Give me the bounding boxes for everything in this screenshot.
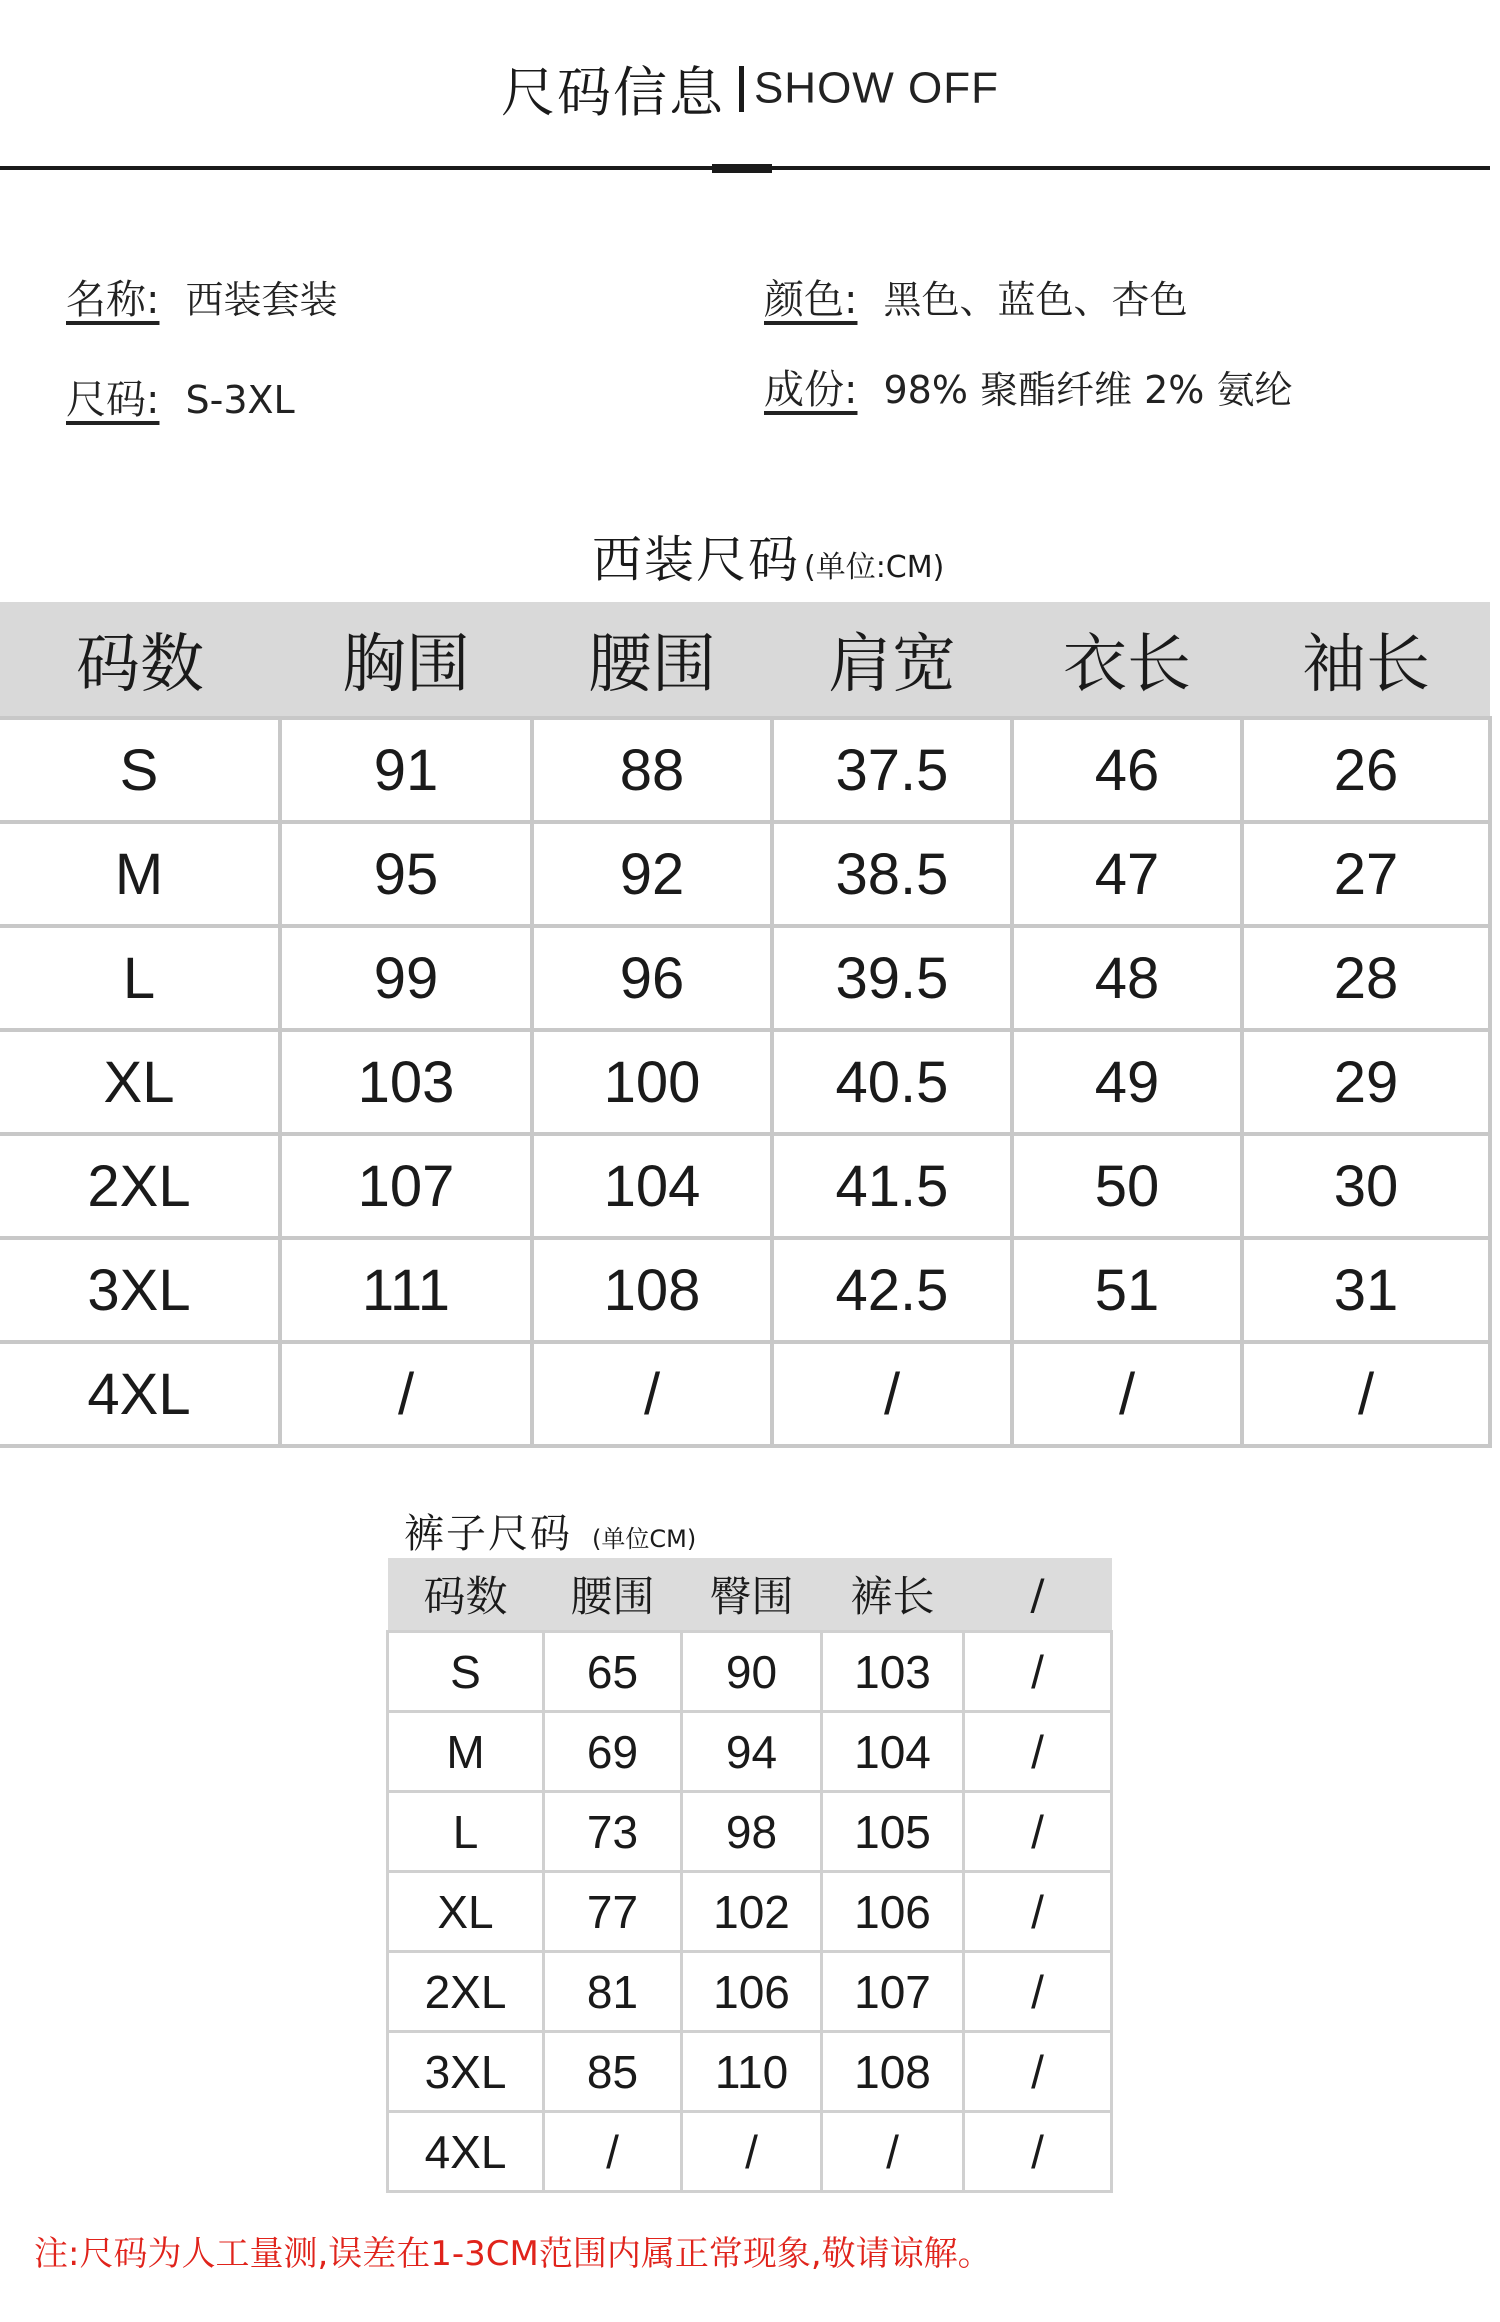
size-cell: L — [388, 1792, 544, 1872]
measurement-cell: 38.5 — [772, 822, 1012, 926]
measurement-cell: / — [682, 2112, 822, 2192]
measurement-cell: / — [964, 2112, 1112, 2192]
color-value: 黑色、蓝色、杏色 — [883, 278, 1188, 322]
pants-column-header: 臀围 — [682, 1558, 822, 1632]
info-name — [66, 268, 338, 325]
jacket-column-header: 腰围 — [532, 602, 772, 718]
table-row — [0, 1134, 1490, 1238]
table-row — [388, 1792, 1112, 1872]
jacket-column-header: 肩宽 — [772, 602, 1012, 718]
measurement-cell: / — [1012, 1342, 1242, 1446]
measurement-cell: 88 — [532, 718, 772, 822]
pants-table-body — [388, 1632, 1112, 2192]
measurement-cell: 26 — [1242, 718, 1490, 822]
measurement-cell: 69 — [544, 1712, 682, 1792]
measurement-cell: / — [964, 2032, 1112, 2112]
size-cell: 4XL — [0, 1342, 280, 1446]
size-cell: 3XL — [0, 1238, 280, 1342]
info-color — [764, 268, 1188, 325]
page-subtitle: SHOW OFF — [753, 63, 1000, 113]
measurement-cell: 46 — [1012, 718, 1242, 822]
pants-header-row — [388, 1558, 1112, 1632]
material-value: 98% 聚酯纤维 2% 氨纶 — [883, 368, 1293, 412]
measurement-cell: 50 — [1012, 1134, 1242, 1238]
measurement-cell: 107 — [280, 1134, 532, 1238]
jacket-unit: (单位:CM) — [804, 550, 945, 585]
measurement-cell: 85 — [544, 2032, 682, 2112]
measurement-cell: / — [964, 1712, 1112, 1792]
measurement-cell: / — [772, 1342, 1012, 1446]
measurement-cell: 103 — [280, 1030, 532, 1134]
measurement-cell: 29 — [1242, 1030, 1490, 1134]
table-row — [0, 718, 1490, 822]
measurement-cell: 98 — [682, 1792, 822, 1872]
jacket-column-header: 袖长 — [1242, 602, 1490, 718]
jacket-title: 西装尺码 — [592, 531, 800, 589]
measurement-cell: 107 — [822, 1952, 964, 2032]
table-row — [0, 822, 1490, 926]
table-row — [388, 1872, 1112, 1952]
measurement-cell: 99 — [280, 926, 532, 1030]
table-row — [0, 1030, 1490, 1134]
jacket-column-header: 码数 — [0, 602, 280, 718]
measurement-cell: 37.5 — [772, 718, 1012, 822]
size-cell: S — [0, 718, 280, 822]
name-label: 名称: — [66, 277, 160, 323]
table-row — [388, 1712, 1112, 1792]
measurement-cell: 106 — [682, 1952, 822, 2032]
jacket-header-row — [0, 602, 1490, 718]
measurement-cell: 95 — [280, 822, 532, 926]
size-cell: L — [0, 926, 280, 1030]
measurement-cell: / — [964, 1792, 1112, 1872]
measurement-cell: 106 — [822, 1872, 964, 1952]
table-row — [0, 1238, 1490, 1342]
measurement-cell: 28 — [1242, 926, 1490, 1030]
info-size — [66, 368, 295, 425]
measurement-cell: 41.5 — [772, 1134, 1012, 1238]
measurement-note: 注:尺码为人工量测,误差在1-3CM范围内属正常现象,敬请谅解。 — [34, 2234, 992, 2274]
jacket-table-body — [0, 718, 1490, 1446]
table-row — [388, 1632, 1112, 1712]
measurement-cell: 108 — [532, 1238, 772, 1342]
jacket-section-title — [592, 520, 944, 592]
size-cell: M — [388, 1712, 544, 1792]
jacket-column-header: 衣长 — [1012, 602, 1242, 718]
jacket-size-table — [0, 602, 1492, 1448]
measurement-cell: 39.5 — [772, 926, 1012, 1030]
size-cell: 3XL — [388, 2032, 544, 2112]
measurement-cell: 90 — [682, 1632, 822, 1712]
table-row — [0, 1342, 1490, 1446]
measurement-cell: / — [1242, 1342, 1490, 1446]
pants-column-header: / — [964, 1558, 1112, 1632]
measurement-cell: 51 — [1012, 1238, 1242, 1342]
measurement-cell: / — [964, 1952, 1112, 2032]
table-row — [388, 1952, 1112, 2032]
measurement-cell: / — [544, 2112, 682, 2192]
table-row — [388, 2032, 1112, 2112]
measurement-cell: 30 — [1242, 1134, 1490, 1238]
size-cell: S — [388, 1632, 544, 1712]
name-value: 西装套装 — [185, 278, 338, 322]
measurement-cell: 100 — [532, 1030, 772, 1134]
size-cell: 2XL — [0, 1134, 280, 1238]
measurement-cell: / — [822, 2112, 964, 2192]
measurement-cell: 110 — [682, 2032, 822, 2112]
pants-column-header: 腰围 — [544, 1558, 682, 1632]
measurement-cell: 91 — [280, 718, 532, 822]
size-cell: 4XL — [388, 2112, 544, 2192]
pants-unit: (单位CM) — [592, 1525, 697, 1553]
size-value: S-3XL — [185, 378, 295, 422]
pants-section-title — [404, 1502, 696, 1559]
size-cell: 2XL — [388, 1952, 544, 2032]
table-row — [388, 2112, 1112, 2192]
page-header — [0, 50, 1500, 130]
color-label: 颜色: — [764, 277, 858, 323]
pants-column-header: 码数 — [388, 1558, 544, 1632]
title-divider — [739, 66, 744, 112]
page-title: 尺码信息 — [500, 61, 725, 124]
measurement-cell: 27 — [1242, 822, 1490, 926]
measurement-cell: 40.5 — [772, 1030, 1012, 1134]
measurement-cell: 77 — [544, 1872, 682, 1952]
measurement-cell: 105 — [822, 1792, 964, 1872]
measurement-cell: / — [964, 1872, 1112, 1952]
size-cell: XL — [0, 1030, 280, 1134]
table-row — [0, 926, 1490, 1030]
pants-column-header: 裤长 — [822, 1558, 964, 1632]
measurement-cell: 49 — [1012, 1030, 1242, 1134]
measurement-cell: 111 — [280, 1238, 532, 1342]
material-label: 成份: — [764, 367, 858, 413]
measurement-cell: 48 — [1012, 926, 1242, 1030]
measurement-cell: 31 — [1242, 1238, 1490, 1342]
measurement-cell: 92 — [532, 822, 772, 926]
header-rule-accent — [712, 164, 772, 173]
measurement-cell: 108 — [822, 2032, 964, 2112]
measurement-cell: 73 — [544, 1792, 682, 1872]
measurement-cell: 47 — [1012, 822, 1242, 926]
measurement-cell: / — [964, 1632, 1112, 1712]
info-material — [764, 358, 1292, 415]
measurement-cell: 42.5 — [772, 1238, 1012, 1342]
measurement-cell: 81 — [544, 1952, 682, 2032]
size-cell: XL — [388, 1872, 544, 1952]
measurement-cell: 96 — [532, 926, 772, 1030]
size-cell: M — [0, 822, 280, 926]
measurement-cell: / — [280, 1342, 532, 1446]
pants-size-table — [386, 1558, 1113, 2193]
measurement-cell: / — [532, 1342, 772, 1446]
measurement-cell: 102 — [682, 1872, 822, 1952]
measurement-cell: 65 — [544, 1632, 682, 1712]
measurement-cell: 94 — [682, 1712, 822, 1792]
jacket-column-header: 胸围 — [280, 602, 532, 718]
pants-title: 裤子尺码 — [404, 1511, 572, 1557]
measurement-cell: 103 — [822, 1632, 964, 1712]
measurement-cell: 104 — [532, 1134, 772, 1238]
size-label: 尺码: — [66, 377, 160, 423]
measurement-cell: 104 — [822, 1712, 964, 1792]
